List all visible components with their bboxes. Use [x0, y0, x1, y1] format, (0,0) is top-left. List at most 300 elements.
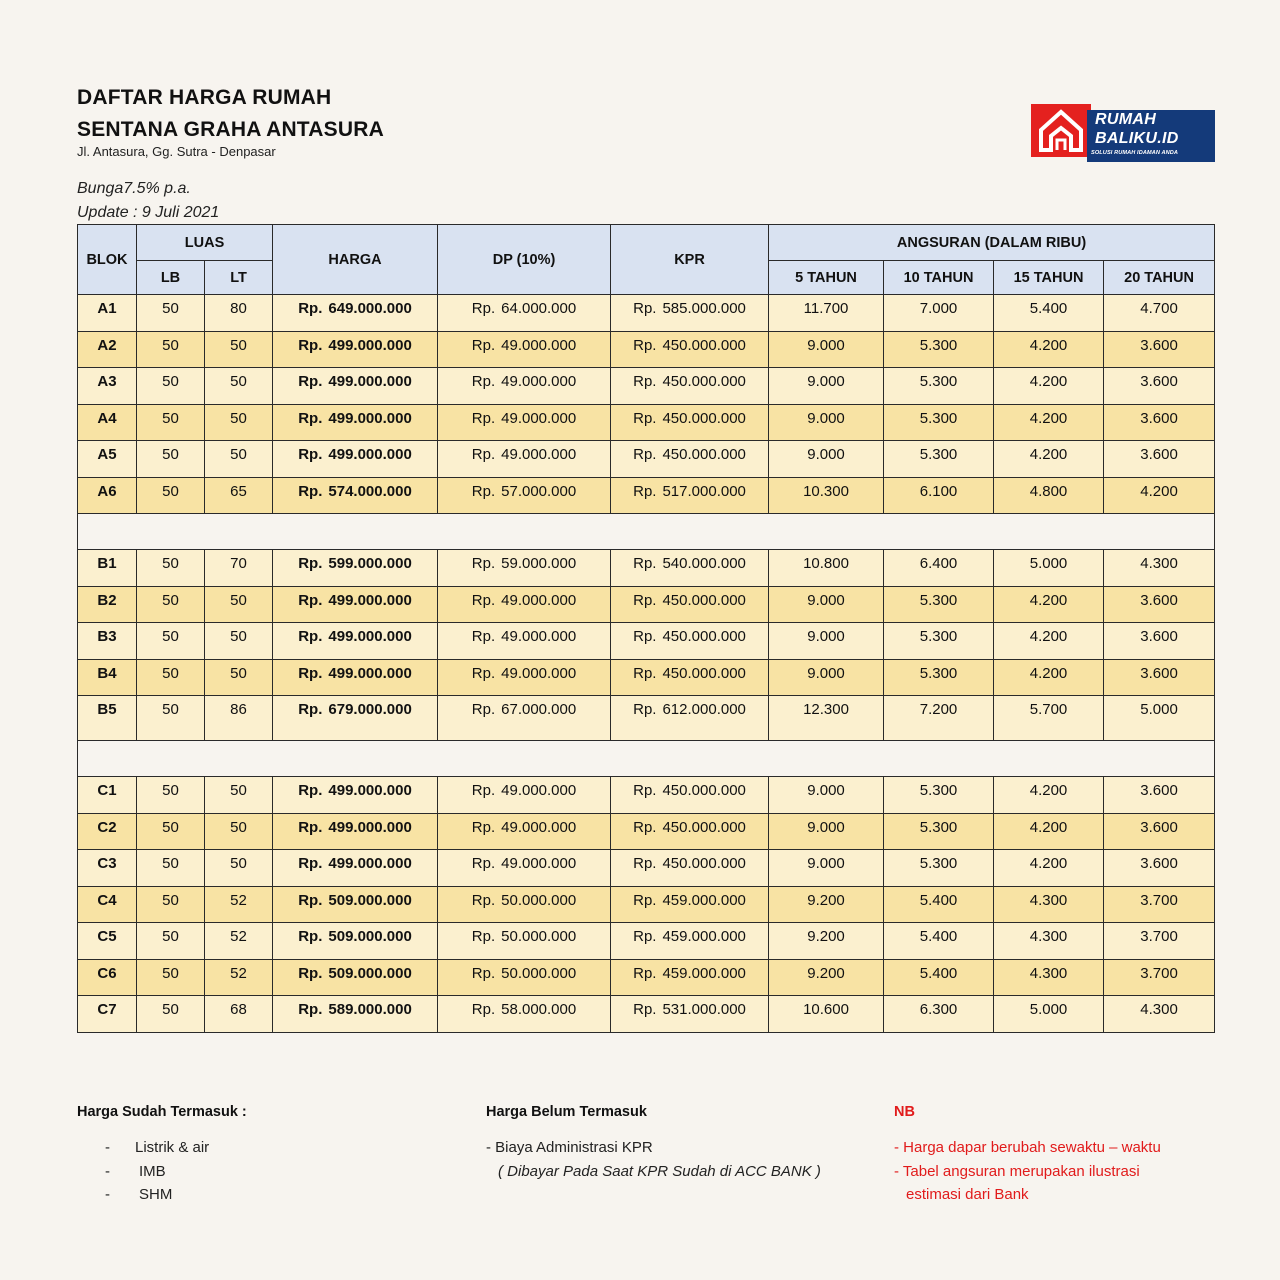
- cell-15-tahun: 4.300: [994, 959, 1104, 996]
- amount-value: 59.000.000: [501, 555, 577, 572]
- currency-label: Rp.: [471, 818, 496, 836]
- cell-blok: A6: [78, 477, 137, 514]
- cell-10-tahun: 5.300: [884, 623, 994, 660]
- cell-20-tahun: 3.700: [1104, 886, 1215, 923]
- cell-20-tahun: 5.000: [1104, 696, 1215, 741]
- cell-20-tahun: 3.600: [1104, 586, 1215, 623]
- currency-label: Rp.: [298, 701, 323, 718]
- cell-15-tahun: 4.200: [994, 850, 1104, 887]
- header-blok: BLOK: [78, 225, 137, 295]
- amount-value: 589.000.000: [328, 1001, 412, 1018]
- amount-value: 499.000.000: [328, 336, 412, 354]
- currency-label: Rp.: [471, 336, 496, 354]
- cell-kpr: [611, 886, 769, 923]
- cell-lt: 50: [205, 586, 273, 623]
- cell-blok: C7: [78, 996, 137, 1033]
- nb-line-1: - Harga dapar berubah sewaktu – waktu: [894, 1139, 1161, 1156]
- cell-20-tahun: 3.600: [1104, 813, 1215, 850]
- excluded-note: ( Dibayar Pada Saat KPR Sudah di ACC BANK ): [498, 1162, 821, 1180]
- cell-harga: [273, 696, 438, 741]
- amount-value: 574.000.000: [328, 482, 412, 500]
- amount-value: 499.000.000: [328, 446, 412, 463]
- cell-kpr: [611, 696, 769, 741]
- currency-label: Rp.: [471, 300, 496, 317]
- cell-blok: C5: [78, 923, 137, 960]
- cell-5-tahun: 9.200: [769, 923, 884, 960]
- cell-harga: [273, 777, 438, 814]
- currency-label: Rp.: [633, 855, 657, 872]
- cell-dp: [438, 368, 611, 405]
- table-row: [78, 623, 1215, 660]
- currency-label: Rp.: [298, 591, 323, 609]
- table-row: [78, 886, 1215, 923]
- table-row: [78, 295, 1215, 332]
- currency-label: Rp.: [633, 818, 657, 836]
- cell-5-tahun: 9.000: [769, 404, 884, 441]
- nb-heading: NB: [894, 1104, 915, 1120]
- cell-blok: B3: [78, 623, 137, 660]
- cell-lb: 50: [137, 477, 205, 514]
- currency-label: Rp.: [471, 446, 496, 463]
- cell-20-tahun: 3.600: [1104, 404, 1215, 441]
- cell-5-tahun: 9.000: [769, 623, 884, 660]
- cell-lt: 50: [205, 368, 273, 405]
- amount-value: 499.000.000: [328, 628, 412, 645]
- title-line-2: SENTANA GRAHA ANTASURA: [77, 118, 384, 141]
- logo-tagline: SOLUSI RUMAH IDAMAN ANDA: [1091, 150, 1179, 156]
- cell-kpr: [611, 923, 769, 960]
- cell-20-tahun: 3.700: [1104, 923, 1215, 960]
- table-row: [78, 586, 1215, 623]
- cell-kpr: [611, 996, 769, 1033]
- cell-lt: 50: [205, 659, 273, 696]
- amount-value: 509.000.000: [328, 891, 412, 909]
- currency-label: Rp.: [471, 591, 496, 609]
- cell-harga: [273, 923, 438, 960]
- cell-lb: 50: [137, 659, 205, 696]
- group-spacer-row: [78, 741, 1215, 777]
- table-row: [78, 477, 1215, 514]
- included-item: - SHM: [77, 1183, 209, 1207]
- cell-kpr: [611, 813, 769, 850]
- cell-10-tahun: 6.100: [884, 477, 994, 514]
- amount-value: 49.000.000: [501, 855, 577, 872]
- cell-5-tahun: 9.200: [769, 886, 884, 923]
- excluded-heading: Harga Belum Termasuk: [486, 1104, 647, 1120]
- cell-lb: 50: [137, 331, 205, 368]
- spacer-cell: [78, 741, 1215, 777]
- cell-harga: [273, 586, 438, 623]
- cell-10-tahun: 5.300: [884, 850, 994, 887]
- amount-value: 459.000.000: [662, 891, 746, 909]
- cell-10-tahun: 5.300: [884, 404, 994, 441]
- cell-kpr: [611, 586, 769, 623]
- table-row: [78, 368, 1215, 405]
- cell-dp: [438, 623, 611, 660]
- cell-dp: [438, 886, 611, 923]
- amount-value: 499.000.000: [328, 373, 412, 390]
- header-kpr: KPR: [611, 225, 769, 295]
- currency-label: Rp.: [633, 628, 657, 645]
- amount-value: 67.000.000: [501, 701, 577, 718]
- header-15-tahun: 15 TAHUN: [994, 261, 1104, 295]
- nb-line-2: - Tabel angsuran merupakan ilustrasi: [894, 1162, 1140, 1180]
- amount-value: 612.000.000: [662, 701, 746, 718]
- cell-10-tahun: 5.300: [884, 586, 994, 623]
- cell-harga: [273, 813, 438, 850]
- cell-20-tahun: 3.600: [1104, 850, 1215, 887]
- header-luas: LUAS: [137, 225, 273, 261]
- cell-harga: [273, 477, 438, 514]
- cell-20-tahun: 3.600: [1104, 623, 1215, 660]
- cell-lb: 50: [137, 295, 205, 332]
- cell-10-tahun: 5.300: [884, 331, 994, 368]
- cell-lt: 52: [205, 886, 273, 923]
- currency-label: Rp.: [633, 482, 657, 500]
- cell-10-tahun: 5.300: [884, 813, 994, 850]
- excluded-list: [486, 1136, 821, 1183]
- included-list: [77, 1136, 209, 1207]
- cell-15-tahun: 4.200: [994, 441, 1104, 478]
- amount-value: 50.000.000: [501, 964, 577, 982]
- cell-lt: 80: [205, 295, 273, 332]
- cell-20-tahun: 4.700: [1104, 295, 1215, 332]
- amount-value: 49.000.000: [501, 818, 577, 836]
- amount-value: 499.000.000: [328, 409, 412, 427]
- currency-label: Rp.: [633, 964, 657, 982]
- amount-value: 64.000.000: [501, 300, 577, 317]
- cell-dp: [438, 441, 611, 478]
- currency-label: Rp.: [633, 782, 657, 799]
- nb-line-3: estimasi dari Bank: [906, 1186, 1029, 1203]
- cell-dp: [438, 996, 611, 1033]
- interest-rate: Bunga7.5% p.a.: [77, 180, 191, 197]
- currency-label: Rp.: [298, 409, 323, 427]
- currency-label: Rp.: [471, 701, 496, 718]
- cell-10-tahun: 5.400: [884, 959, 994, 996]
- amount-value: 450.000.000: [662, 855, 746, 872]
- currency-label: Rp.: [298, 664, 323, 682]
- table-row: [78, 813, 1215, 850]
- cell-lb: 50: [137, 813, 205, 850]
- cell-blok: A5: [78, 441, 137, 478]
- header-20-tahun: 20 TAHUN: [1104, 261, 1215, 295]
- cell-dp: [438, 696, 611, 741]
- table-row: [78, 404, 1215, 441]
- cell-20-tahun: 4.200: [1104, 477, 1215, 514]
- cell-kpr: [611, 777, 769, 814]
- amount-value: 450.000.000: [662, 373, 746, 390]
- title-line-1: DAFTAR HARGA RUMAH: [77, 86, 332, 109]
- cell-lt: 86: [205, 696, 273, 741]
- cell-lt: 65: [205, 477, 273, 514]
- group-spacer-row: [78, 514, 1215, 550]
- cell-kpr: [611, 850, 769, 887]
- cell-lt: 50: [205, 813, 273, 850]
- cell-5-tahun: 9.000: [769, 586, 884, 623]
- cell-20-tahun: 3.700: [1104, 959, 1215, 996]
- currency-label: Rp.: [298, 818, 323, 836]
- cell-dp: [438, 550, 611, 587]
- cell-15-tahun: 4.800: [994, 477, 1104, 514]
- currency-label: Rp.: [298, 855, 323, 872]
- amount-value: 509.000.000: [328, 964, 412, 982]
- cell-dp: [438, 586, 611, 623]
- amount-value: 450.000.000: [662, 591, 746, 609]
- cell-blok: B4: [78, 659, 137, 696]
- header-5-tahun: 5 TAHUN: [769, 261, 884, 295]
- cell-lb: 50: [137, 623, 205, 660]
- table-row: [78, 550, 1215, 587]
- table-row: [78, 923, 1215, 960]
- cell-10-tahun: 5.300: [884, 441, 994, 478]
- currency-label: Rp.: [633, 409, 657, 427]
- currency-label: Rp.: [471, 928, 496, 945]
- currency-label: Rp.: [298, 555, 323, 572]
- currency-label: Rp.: [633, 701, 657, 718]
- currency-label: Rp.: [298, 373, 323, 390]
- cell-5-tahun: 9.000: [769, 331, 884, 368]
- cell-15-tahun: 4.200: [994, 586, 1104, 623]
- cell-15-tahun: 4.300: [994, 923, 1104, 960]
- currency-label: Rp.: [471, 664, 496, 682]
- header-harga: HARGA: [273, 225, 438, 295]
- cell-dp: [438, 331, 611, 368]
- cell-harga: [273, 959, 438, 996]
- cell-kpr: [611, 368, 769, 405]
- table-row: [78, 850, 1215, 887]
- included-item-text: IMB: [139, 1162, 166, 1180]
- cell-20-tahun: 3.600: [1104, 777, 1215, 814]
- amount-value: 499.000.000: [328, 591, 412, 609]
- amount-value: 459.000.000: [662, 964, 746, 982]
- amount-value: 599.000.000: [328, 555, 412, 572]
- logo-text-line-1: RUMAH: [1095, 111, 1157, 128]
- amount-value: 50.000.000: [501, 928, 577, 945]
- amount-value: 450.000.000: [662, 409, 746, 427]
- cell-10-tahun: 5.300: [884, 368, 994, 405]
- currency-label: Rp.: [298, 628, 323, 645]
- header-dp: DP (10%): [438, 225, 611, 295]
- header-lt: LT: [205, 261, 273, 295]
- cell-15-tahun: 5.000: [994, 996, 1104, 1033]
- currency-label: Rp.: [298, 928, 323, 945]
- cell-10-tahun: 6.300: [884, 996, 994, 1033]
- cell-blok: C6: [78, 959, 137, 996]
- amount-value: 49.000.000: [501, 628, 577, 645]
- cell-blok: A4: [78, 404, 137, 441]
- cell-lb: 50: [137, 586, 205, 623]
- address: Jl. Antasura, Gg. Sutra - Denpasar: [77, 144, 276, 159]
- cell-lt: 70: [205, 550, 273, 587]
- cell-5-tahun: 9.000: [769, 850, 884, 887]
- amount-value: 450.000.000: [662, 664, 746, 682]
- amount-value: 49.000.000: [501, 336, 577, 354]
- document-title: [77, 82, 384, 146]
- logo: [1031, 104, 1215, 162]
- amount-value: 499.000.000: [328, 664, 412, 682]
- cell-lb: 50: [137, 996, 205, 1033]
- cell-dp: [438, 404, 611, 441]
- cell-lb: 50: [137, 550, 205, 587]
- cell-harga: [273, 996, 438, 1033]
- cell-lt: 50: [205, 777, 273, 814]
- amount-value: 517.000.000: [662, 482, 746, 500]
- amount-value: 679.000.000: [328, 701, 412, 718]
- amount-value: 49.000.000: [501, 409, 577, 427]
- currency-label: Rp.: [633, 928, 657, 945]
- meta-info: [77, 177, 219, 225]
- cell-20-tahun: 3.600: [1104, 368, 1215, 405]
- amount-value: 531.000.000: [662, 1001, 746, 1018]
- included-item: - IMB: [77, 1160, 209, 1184]
- cell-10-tahun: 5.300: [884, 659, 994, 696]
- amount-value: 450.000.000: [662, 446, 746, 463]
- currency-label: Rp.: [633, 300, 657, 317]
- cell-harga: [273, 550, 438, 587]
- cell-5-tahun: 9.000: [769, 368, 884, 405]
- cell-15-tahun: 4.200: [994, 777, 1104, 814]
- cell-20-tahun: 3.600: [1104, 441, 1215, 478]
- currency-label: Rp.: [298, 336, 323, 354]
- cell-lt: 50: [205, 331, 273, 368]
- cell-blok: B5: [78, 696, 137, 741]
- cell-20-tahun: 3.600: [1104, 331, 1215, 368]
- currency-label: Rp.: [633, 446, 657, 463]
- cell-lb: 50: [137, 777, 205, 814]
- cell-20-tahun: 4.300: [1104, 996, 1215, 1033]
- cell-kpr: [611, 295, 769, 332]
- currency-label: Rp.: [471, 891, 496, 909]
- currency-label: Rp.: [471, 555, 496, 572]
- amount-value: 585.000.000: [662, 300, 746, 317]
- cell-20-tahun: 4.300: [1104, 550, 1215, 587]
- currency-label: Rp.: [633, 891, 657, 909]
- cell-harga: [273, 441, 438, 478]
- cell-dp: [438, 923, 611, 960]
- cell-kpr: [611, 623, 769, 660]
- included-item-text: SHM: [139, 1186, 173, 1203]
- amount-value: 58.000.000: [501, 1001, 577, 1018]
- amount-value: 509.000.000: [328, 928, 412, 945]
- cell-10-tahun: 7.200: [884, 696, 994, 741]
- cell-lt: 50: [205, 850, 273, 887]
- currency-label: Rp.: [298, 891, 323, 909]
- header-angsuran: ANGSURAN (DALAM RIBU): [769, 225, 1215, 261]
- cell-lb: 50: [137, 368, 205, 405]
- amount-value: 49.000.000: [501, 591, 577, 609]
- cell-lt: 52: [205, 923, 273, 960]
- cell-dp: [438, 850, 611, 887]
- cell-dp: [438, 659, 611, 696]
- cell-15-tahun: 4.200: [994, 368, 1104, 405]
- cell-10-tahun: 5.400: [884, 886, 994, 923]
- table-row: [78, 331, 1215, 368]
- amount-value: 499.000.000: [328, 855, 412, 872]
- cell-harga: [273, 659, 438, 696]
- cell-blok: C4: [78, 886, 137, 923]
- cell-kpr: [611, 331, 769, 368]
- amount-value: 540.000.000: [662, 555, 746, 572]
- cell-blok: C1: [78, 777, 137, 814]
- cell-lb: 50: [137, 923, 205, 960]
- cell-kpr: [611, 550, 769, 587]
- currency-label: Rp.: [633, 591, 657, 609]
- currency-label: Rp.: [471, 855, 496, 872]
- cell-kpr: [611, 959, 769, 996]
- currency-label: Rp.: [298, 482, 323, 500]
- amount-value: 450.000.000: [662, 628, 746, 645]
- cell-lb: 50: [137, 696, 205, 741]
- cell-harga: [273, 623, 438, 660]
- cell-lb: 50: [137, 404, 205, 441]
- currency-label: Rp.: [298, 446, 323, 463]
- cell-blok: C2: [78, 813, 137, 850]
- included-item-text: Listrik & air: [135, 1139, 210, 1156]
- header-10-tahun: 10 TAHUN: [884, 261, 994, 295]
- currency-label: Rp.: [471, 409, 496, 427]
- amount-value: 57.000.000: [501, 482, 577, 500]
- table-row: [78, 777, 1215, 814]
- amount-value: 459.000.000: [662, 928, 746, 945]
- cell-15-tahun: 5.400: [994, 295, 1104, 332]
- currency-label: Rp.: [633, 555, 657, 572]
- cell-kpr: [611, 441, 769, 478]
- cell-5-tahun: 12.300: [769, 696, 884, 741]
- cell-15-tahun: 5.000: [994, 550, 1104, 587]
- cell-15-tahun: 5.700: [994, 696, 1104, 741]
- cell-blok: C3: [78, 850, 137, 887]
- cell-harga: [273, 295, 438, 332]
- cell-10-tahun: 6.400: [884, 550, 994, 587]
- cell-harga: [273, 850, 438, 887]
- cell-blok: A3: [78, 368, 137, 405]
- cell-lb: 50: [137, 959, 205, 996]
- excluded-item: - Biaya Administrasi KPR: [486, 1139, 653, 1156]
- nb-list: [894, 1136, 1161, 1207]
- cell-lb: 50: [137, 886, 205, 923]
- cell-blok: B1: [78, 550, 137, 587]
- cell-lt: 50: [205, 441, 273, 478]
- cell-15-tahun: 4.200: [994, 331, 1104, 368]
- cell-15-tahun: 4.200: [994, 659, 1104, 696]
- currency-label: Rp.: [633, 336, 657, 354]
- cell-harga: [273, 368, 438, 405]
- price-table: [77, 224, 1215, 1033]
- amount-value: 49.000.000: [501, 446, 577, 463]
- cell-kpr: [611, 404, 769, 441]
- cell-dp: [438, 477, 611, 514]
- currency-label: Rp.: [298, 300, 323, 317]
- currency-label: Rp.: [471, 782, 496, 799]
- included-item: - Listrik & air: [77, 1136, 209, 1160]
- cell-blok: A1: [78, 295, 137, 332]
- currency-label: Rp.: [633, 664, 657, 682]
- cell-5-tahun: 9.000: [769, 659, 884, 696]
- table-row: [78, 959, 1215, 996]
- table-row: [78, 441, 1215, 478]
- included-heading: Harga Sudah Termasuk :: [77, 1104, 247, 1120]
- cell-lb: 50: [137, 441, 205, 478]
- cell-blok: A2: [78, 331, 137, 368]
- table-row: [78, 696, 1215, 741]
- cell-5-tahun: 10.300: [769, 477, 884, 514]
- currency-label: Rp.: [471, 373, 496, 390]
- cell-15-tahun: 4.200: [994, 404, 1104, 441]
- amount-value: 49.000.000: [501, 782, 577, 799]
- currency-label: Rp.: [633, 1001, 657, 1018]
- header-lb: LB: [137, 261, 205, 295]
